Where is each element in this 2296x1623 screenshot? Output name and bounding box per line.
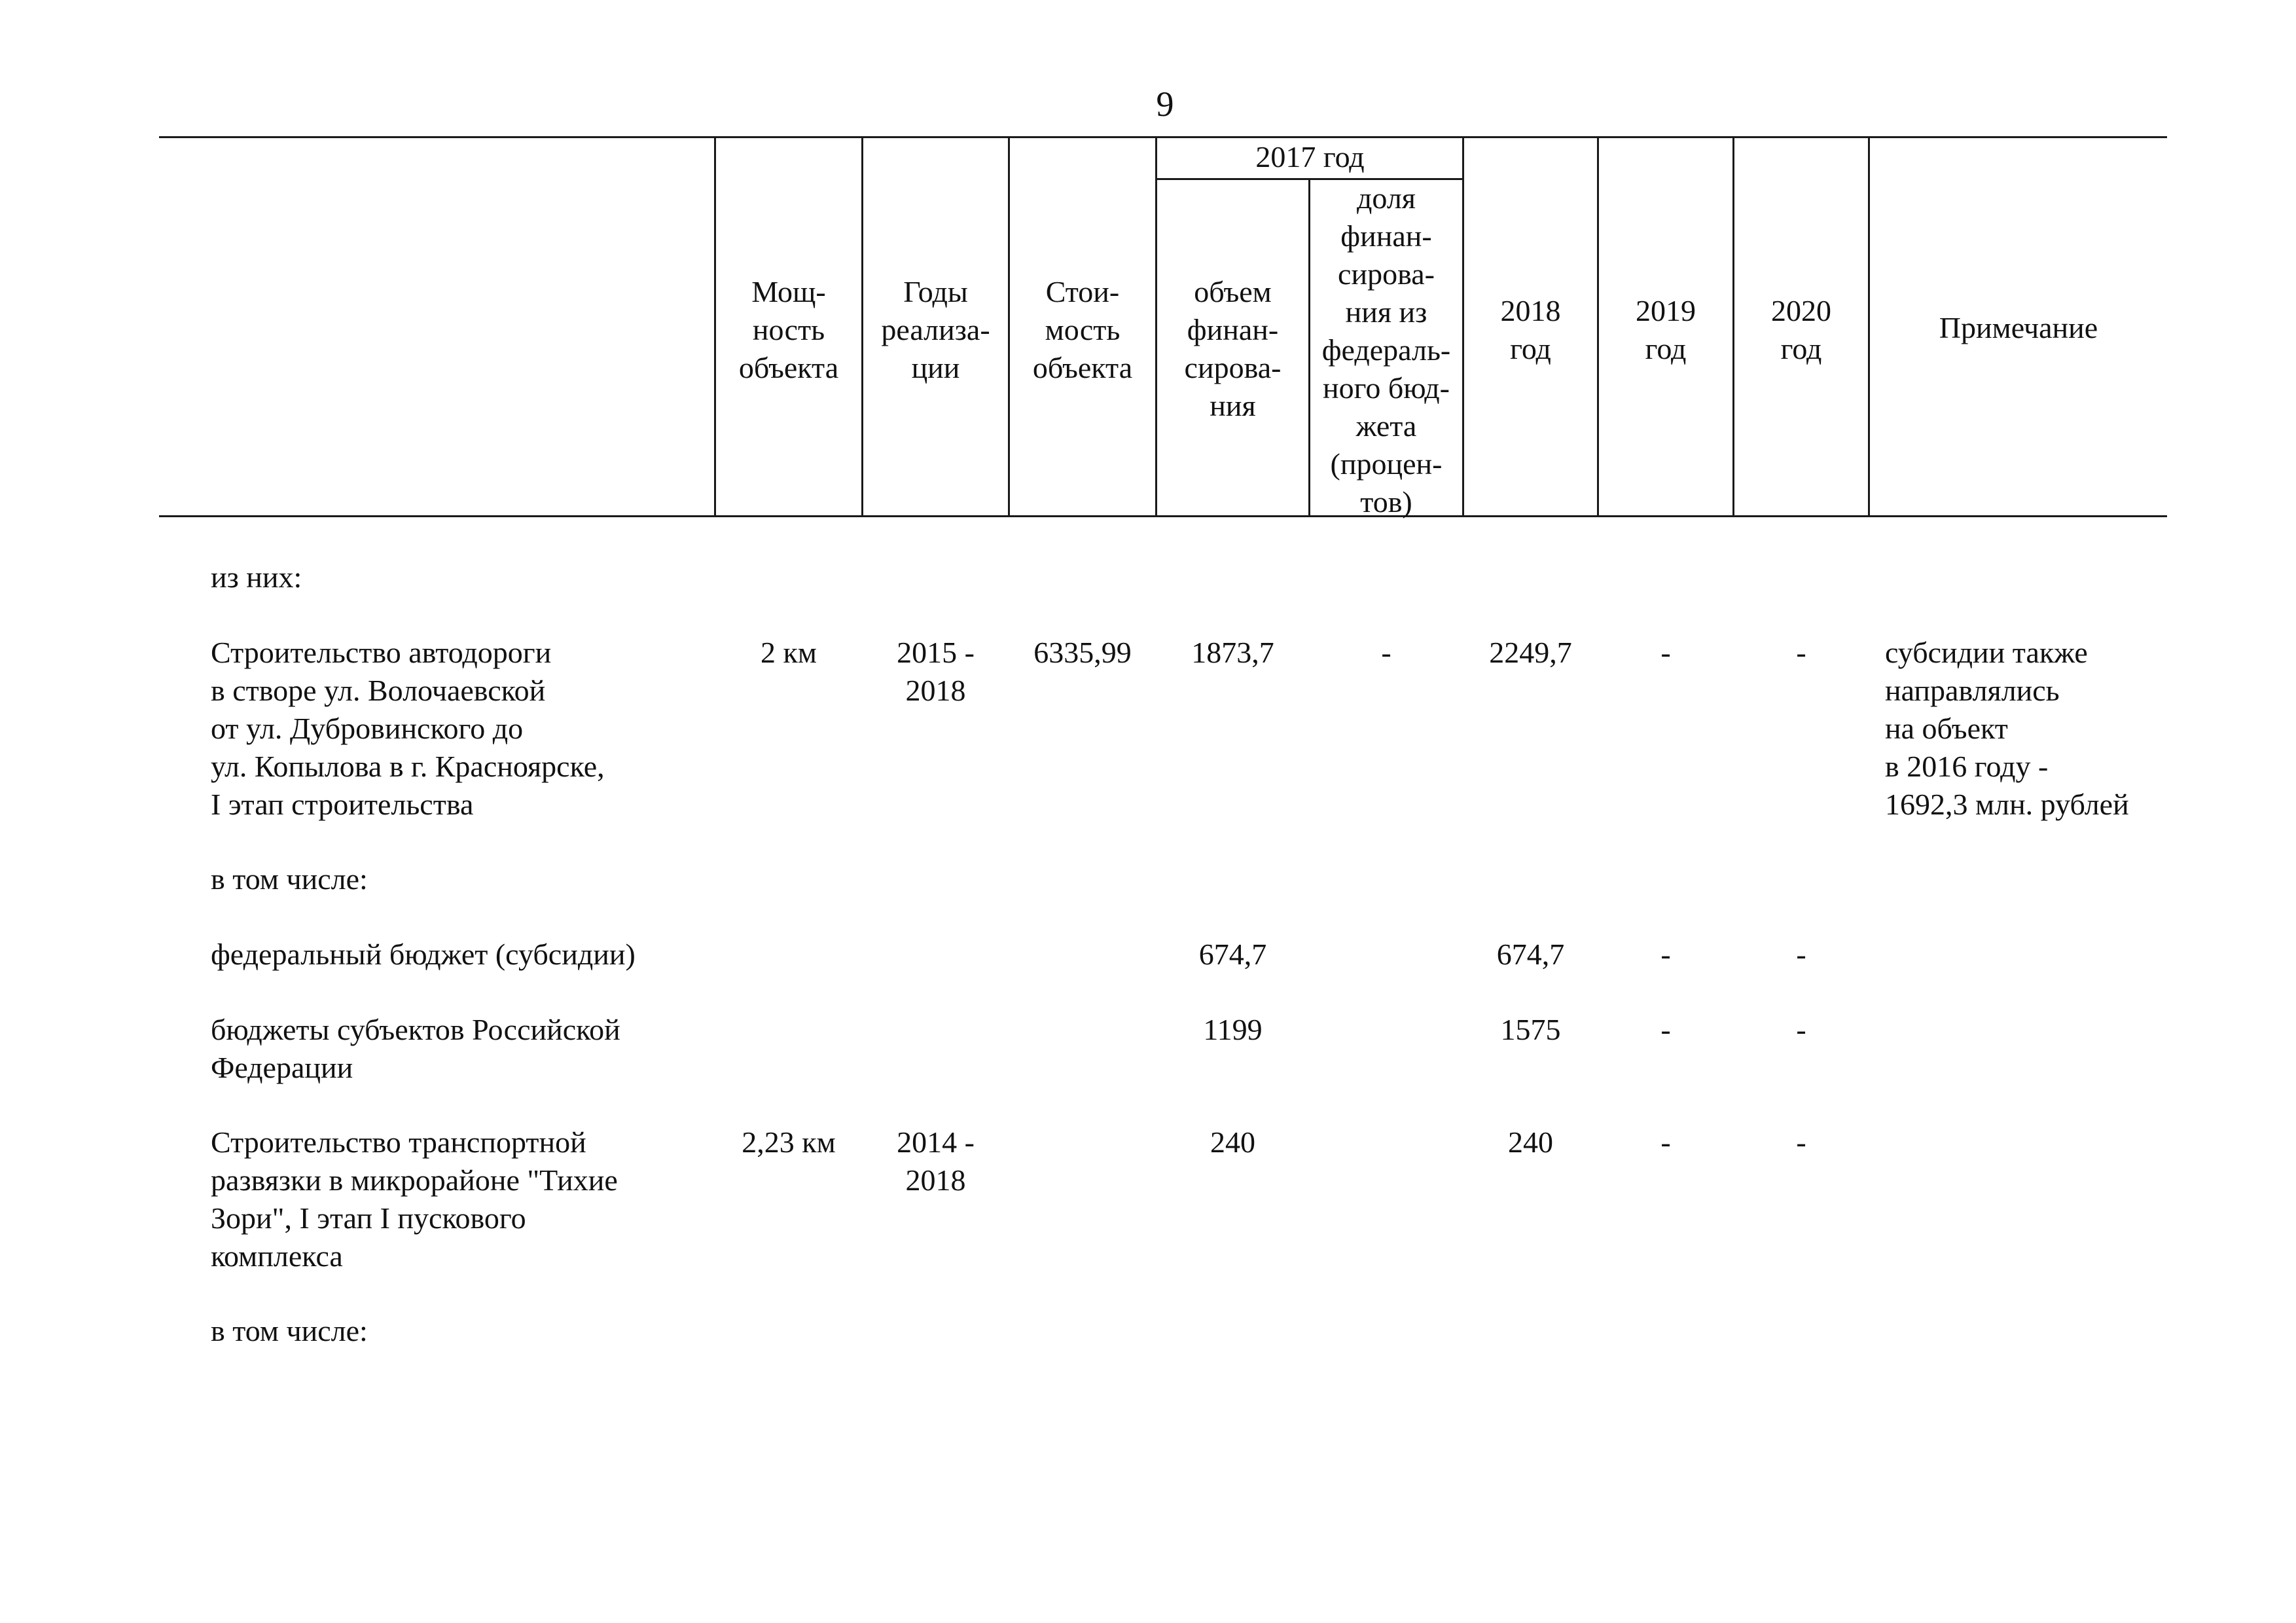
header-dolya: доля финан- сирова- ния из федераль- ного бюд- жета (процен- тов): [1321, 181, 1451, 519]
cell-vol2017: 1873,7: [1191, 636, 1274, 669]
cell-vol2017: 240: [1210, 1125, 1255, 1159]
header-primechanie: Примечание: [1939, 311, 2098, 344]
header-2019: 2019 год: [1636, 294, 1696, 365]
cell-2020: -: [1796, 636, 1806, 669]
row-name: бюджеты субъектов Российской Федерации: [211, 1013, 620, 1084]
header-stoimost: Стои- мость объекта: [1032, 275, 1133, 384]
cell-years: 2014 - 2018: [897, 1125, 975, 1197]
row-label: в том числе:: [211, 1314, 368, 1347]
cell-2019: -: [1660, 1125, 1671, 1159]
cell-2018: 1575: [1500, 1013, 1561, 1046]
row-label: в том числе:: [211, 862, 368, 896]
cell-2019: -: [1660, 636, 1671, 669]
cell-cost: 6335,99: [1033, 636, 1132, 669]
cell-vol2017: 674,7: [1198, 938, 1267, 971]
row-label: из них:: [211, 560, 302, 594]
header-bottom-rule: [159, 515, 2167, 517]
cell-share2017: -: [1381, 636, 1391, 669]
header-obem: объем финан- сирова- ния: [1184, 275, 1282, 422]
cell-power: 2 км: [761, 636, 817, 669]
cell-2020: -: [1796, 1125, 1806, 1159]
header-2017: 2017 год: [1255, 140, 1365, 173]
cell-vol2017: 1199: [1203, 1013, 1263, 1046]
row-name: Строительство автодороги в створе ул. Волочаевской от ул. Дубровинского до ул. Копылова в г. Красноярске, I этап строительства: [211, 636, 605, 821]
header-gody: Годы реализа- ции: [881, 275, 990, 384]
cell-2019: -: [1660, 1013, 1671, 1046]
row-name: Строительство транспортной развязки в микрорайоне "Тихие Зори", I этап I пускового комплекса: [211, 1125, 618, 1273]
row-name: федеральный бюджет (субсидии): [211, 938, 636, 971]
cell-power: 2,23 км: [742, 1125, 836, 1159]
header-2020: 2020 год: [1771, 294, 1831, 365]
header-moshchnost: Мощ- ность объекта: [738, 275, 839, 384]
cell-2018: 240: [1508, 1125, 1553, 1159]
header-2018: 2018 год: [1500, 294, 1561, 365]
page-number: 9: [1156, 84, 1174, 124]
cell-2020: -: [1796, 1013, 1806, 1046]
cell-2019: -: [1660, 938, 1671, 971]
cell-2020: -: [1796, 938, 1806, 971]
cell-2018: 674,7: [1496, 938, 1565, 971]
cell-years: 2015 - 2018: [897, 636, 975, 707]
cell-note: субсидии также направлялись на объект в 2016 году - 1692,3 млн. рублей: [1885, 636, 2129, 821]
cell-2018: 2249,7: [1489, 636, 1572, 669]
